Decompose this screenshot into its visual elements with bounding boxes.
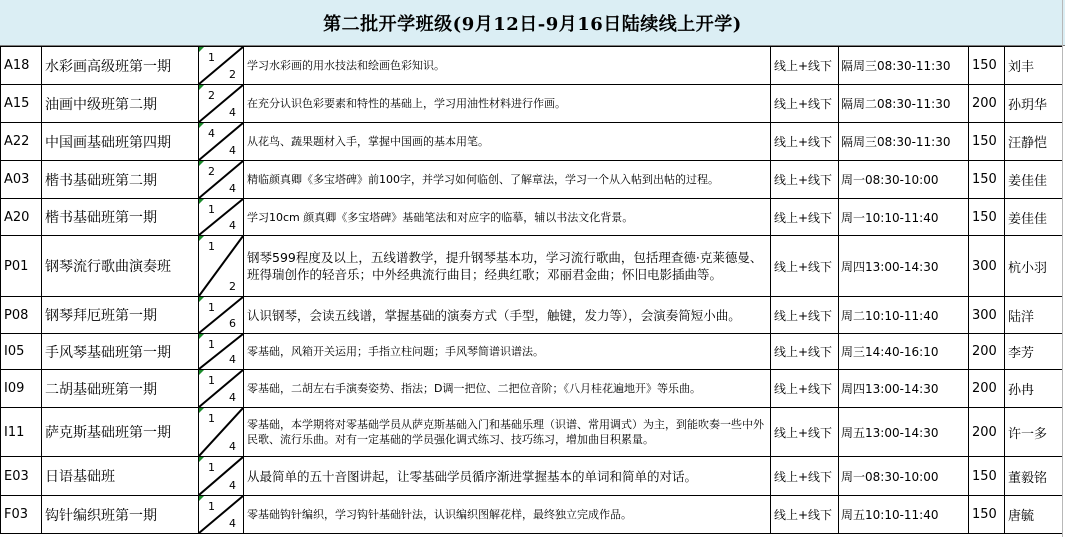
diagonal-line bbox=[199, 199, 243, 235]
fraction-cell bbox=[199, 161, 244, 199]
fraction-bottom: 4 bbox=[229, 517, 236, 530]
fraction-top: 1 bbox=[208, 412, 215, 425]
grid-line bbox=[1062, 0, 1063, 537]
class-time: 隔周三08:30-11:30 bbox=[839, 123, 969, 161]
class-description: 钢琴599程度及以上，五线谱教学，提升钢琴基本功，学习流行歌曲，包括理查德·克莱德曼、班得瑞创作的轻音乐；中外经典流行曲目；经典红歌；邓丽君金曲；怀旧电影插曲等。 bbox=[244, 236, 771, 297]
class-name: 日语基础班 bbox=[42, 457, 199, 496]
table-row bbox=[1, 199, 1063, 236]
teacher-name: 陆洋 bbox=[1005, 297, 1063, 334]
class-code: A15 bbox=[1, 85, 42, 123]
table-row bbox=[1, 161, 1063, 199]
fraction-top: 2 bbox=[208, 165, 215, 178]
class-fee: 150 bbox=[969, 47, 1005, 85]
diagonal-line bbox=[199, 85, 243, 122]
diagonal-line bbox=[199, 123, 243, 160]
class-time: 周五10:10-11:40 bbox=[839, 496, 969, 534]
diagonal-line bbox=[199, 496, 243, 533]
fraction-bottom: 4 bbox=[229, 353, 236, 366]
class-description: 零基础，二胡左右手演奏姿势、指法；D调一把位、二把位音阶；《八月桂花遍地开》等乐曲。 bbox=[244, 370, 771, 408]
class-description: 从最简单的五十音图讲起，让零基础学员循序渐进掌握基本的单词和简单的对话。 bbox=[244, 457, 771, 496]
class-name: 油画中级班第二期 bbox=[42, 85, 199, 123]
class-description: 在充分认识色彩要素和特性的基础上，学习用油性材料进行作画。 bbox=[244, 85, 771, 123]
fraction-bottom: 2 bbox=[229, 68, 236, 81]
fraction-bottom: 4 bbox=[229, 219, 236, 232]
teaching-mode: 线上+线下 bbox=[771, 457, 839, 496]
class-description: 零基础，本学期将对零基础学员从萨克斯基础入门和基础乐理（识谱、常用调式）为主，到能吹奏一些中外民歌、流行乐曲。对有一定基础的学员强化调式练习、技巧练习，增加曲目积累量。 bbox=[244, 408, 771, 457]
class-name: 楷书基础班第一期 bbox=[42, 199, 199, 236]
table-row bbox=[1, 496, 1063, 534]
class-name: 手风琴基础班第一期 bbox=[42, 334, 199, 370]
fraction-top: 1 bbox=[208, 203, 215, 216]
class-description: 认识钢琴，会读五线谱，掌握基础的演奏方式（手型，触键，发力等），会演奏简短小曲。 bbox=[244, 297, 771, 334]
fraction-bottom: 2 bbox=[229, 280, 236, 293]
class-time: 周一10:10-11:40 bbox=[839, 199, 969, 236]
class-description: 零基础，风箱开关运用；手指立柱问题；手风琴简谱识谱法。 bbox=[244, 334, 771, 370]
page-title: 第二批开学班级(9月12日-9月16日陆续线上开学) bbox=[323, 13, 742, 35]
teacher-name: 姜佳佳 bbox=[1005, 199, 1063, 236]
class-code: E03 bbox=[1, 457, 42, 496]
fraction-cell bbox=[199, 408, 244, 457]
class-code: P01 bbox=[1, 236, 42, 297]
fraction-bottom: 6 bbox=[229, 317, 236, 330]
class-time: 隔周二08:30-11:30 bbox=[839, 85, 969, 123]
class-code: I09 bbox=[1, 370, 42, 408]
teaching-mode: 线上+线下 bbox=[771, 161, 839, 199]
fraction-top: 1 bbox=[208, 301, 215, 314]
class-code: A03 bbox=[1, 161, 42, 199]
class-name: 楷书基础班第二期 bbox=[42, 161, 199, 199]
teaching-mode: 线上+线下 bbox=[771, 47, 839, 85]
class-name: 萨克斯基础班第一期 bbox=[42, 408, 199, 457]
fraction-bottom: 4 bbox=[229, 106, 236, 119]
teacher-name: 孙玥华 bbox=[1005, 85, 1063, 123]
table-row bbox=[1, 297, 1063, 334]
class-time: 周三14:40-16:10 bbox=[839, 334, 969, 370]
class-fee: 150 bbox=[969, 457, 1005, 496]
diagonal-line bbox=[199, 370, 243, 407]
title-row bbox=[0, 0, 1065, 46]
diagonal-line bbox=[199, 297, 243, 333]
teaching-mode: 线上+线下 bbox=[771, 297, 839, 334]
teacher-name: 杭小羽 bbox=[1005, 236, 1063, 297]
fraction-bottom: 4 bbox=[229, 440, 236, 453]
class-code: F03 bbox=[1, 496, 42, 534]
teacher-name: 许一多 bbox=[1005, 408, 1063, 457]
class-fee: 200 bbox=[969, 370, 1005, 408]
class-fee: 200 bbox=[969, 334, 1005, 370]
teaching-mode: 线上+线下 bbox=[771, 334, 839, 370]
fraction-cell bbox=[199, 334, 244, 370]
fraction-cell bbox=[199, 47, 244, 85]
class-fee: 150 bbox=[969, 161, 1005, 199]
fraction-cell bbox=[199, 297, 244, 334]
table-row bbox=[1, 370, 1063, 408]
fraction-bottom: 4 bbox=[229, 479, 236, 492]
class-time: 隔周三08:30-11:30 bbox=[839, 47, 969, 85]
fraction-cell bbox=[199, 123, 244, 161]
class-description: 精临颜真卿《多宝塔碑》前100字，并学习如何临创、了解章法，学习一个从入帖到出帖的过程。 bbox=[244, 161, 771, 199]
class-description: 从花鸟、蔬果题材入手，掌握中国画的基本用笔。 bbox=[244, 123, 771, 161]
class-name: 二胡基础班第一期 bbox=[42, 370, 199, 408]
teacher-name: 姜佳佳 bbox=[1005, 161, 1063, 199]
fraction-bottom: 4 bbox=[229, 182, 236, 195]
class-description: 零基础钩针编织，学习钩针基础针法，认识编织图解花样，最终独立完成作品。 bbox=[244, 496, 771, 534]
teacher-name: 李芳 bbox=[1005, 334, 1063, 370]
teaching-mode: 线上+线下 bbox=[771, 123, 839, 161]
class-description: 学习10cm 颜真卿《多宝塔碑》基础笔法和对应字的临摹，辅以书法文化背景。 bbox=[244, 199, 771, 236]
table-row bbox=[1, 408, 1063, 457]
class-schedule-table bbox=[0, 46, 1063, 534]
class-time: 周四13:00-14:30 bbox=[839, 370, 969, 408]
teaching-mode: 线上+线下 bbox=[771, 496, 839, 534]
class-time: 周二10:10-11:40 bbox=[839, 297, 969, 334]
teacher-name: 董毅铭 bbox=[1005, 457, 1063, 496]
class-fee: 300 bbox=[969, 297, 1005, 334]
fraction-top: 1 bbox=[208, 51, 215, 64]
teaching-mode: 线上+线下 bbox=[771, 199, 839, 236]
fraction-top: 1 bbox=[208, 461, 215, 474]
class-name: 中国画基础班第四期 bbox=[42, 123, 199, 161]
class-time: 周一08:30-10:00 bbox=[839, 457, 969, 496]
class-fee: 150 bbox=[969, 123, 1005, 161]
fraction-cell bbox=[199, 370, 244, 408]
fraction-top: 1 bbox=[208, 374, 215, 387]
fraction-cell bbox=[199, 85, 244, 123]
diagonal-line bbox=[199, 47, 243, 84]
teaching-mode: 线上+线下 bbox=[771, 408, 839, 457]
class-code: A20 bbox=[1, 199, 42, 236]
fraction-bottom: 4 bbox=[229, 391, 236, 404]
class-fee: 300 bbox=[969, 236, 1005, 297]
fraction-top: 1 bbox=[208, 240, 215, 253]
teaching-mode: 线上+线下 bbox=[771, 236, 839, 297]
class-code: I05 bbox=[1, 334, 42, 370]
diagonal-line bbox=[199, 457, 243, 495]
class-description: 学习水彩画的用水技法和绘画色彩知识。 bbox=[244, 47, 771, 85]
class-fee: 150 bbox=[969, 496, 1005, 534]
table-row bbox=[1, 457, 1063, 496]
class-name: 钩针编织班第一期 bbox=[42, 496, 199, 534]
table-row bbox=[1, 123, 1063, 161]
teacher-name: 孙冉 bbox=[1005, 370, 1063, 408]
fraction-cell bbox=[199, 199, 244, 236]
table-row bbox=[1, 236, 1063, 297]
fraction-top: 2 bbox=[208, 89, 215, 102]
class-code: A22 bbox=[1, 123, 42, 161]
fraction-cell bbox=[199, 236, 244, 297]
teacher-name: 汪静恺 bbox=[1005, 123, 1063, 161]
fraction-cell bbox=[199, 457, 244, 496]
teaching-mode: 线上+线下 bbox=[771, 85, 839, 123]
fraction-cell bbox=[199, 496, 244, 534]
teacher-name: 刘丰 bbox=[1005, 47, 1063, 85]
class-name: 水彩画高级班第一期 bbox=[42, 47, 199, 85]
teaching-mode: 线上+线下 bbox=[771, 370, 839, 408]
diagonal-line bbox=[199, 236, 243, 296]
fraction-top: 1 bbox=[208, 500, 215, 513]
class-name: 钢琴流行歌曲演奏班 bbox=[42, 236, 199, 297]
diagonal-line bbox=[199, 334, 243, 369]
class-time: 周五13:00-14:30 bbox=[839, 408, 969, 457]
class-name: 钢琴拜厄班第一期 bbox=[42, 297, 199, 334]
class-code: P08 bbox=[1, 297, 42, 334]
fraction-bottom: 4 bbox=[229, 144, 236, 157]
diagonal-line bbox=[199, 408, 243, 456]
class-time: 周一08:30-10:00 bbox=[839, 161, 969, 199]
class-code: A18 bbox=[1, 47, 42, 85]
table-row bbox=[1, 85, 1063, 123]
table-row bbox=[1, 47, 1063, 85]
diagonal-line bbox=[199, 161, 243, 198]
class-time: 周四13:00-14:30 bbox=[839, 236, 969, 297]
teacher-name: 唐毓 bbox=[1005, 496, 1063, 534]
class-fee: 150 bbox=[969, 199, 1005, 236]
class-code: I11 bbox=[1, 408, 42, 457]
fraction-top: 4 bbox=[208, 127, 215, 140]
class-fee: 200 bbox=[969, 85, 1005, 123]
table-row bbox=[1, 334, 1063, 370]
class-fee: 200 bbox=[969, 408, 1005, 457]
fraction-top: 1 bbox=[208, 338, 215, 351]
